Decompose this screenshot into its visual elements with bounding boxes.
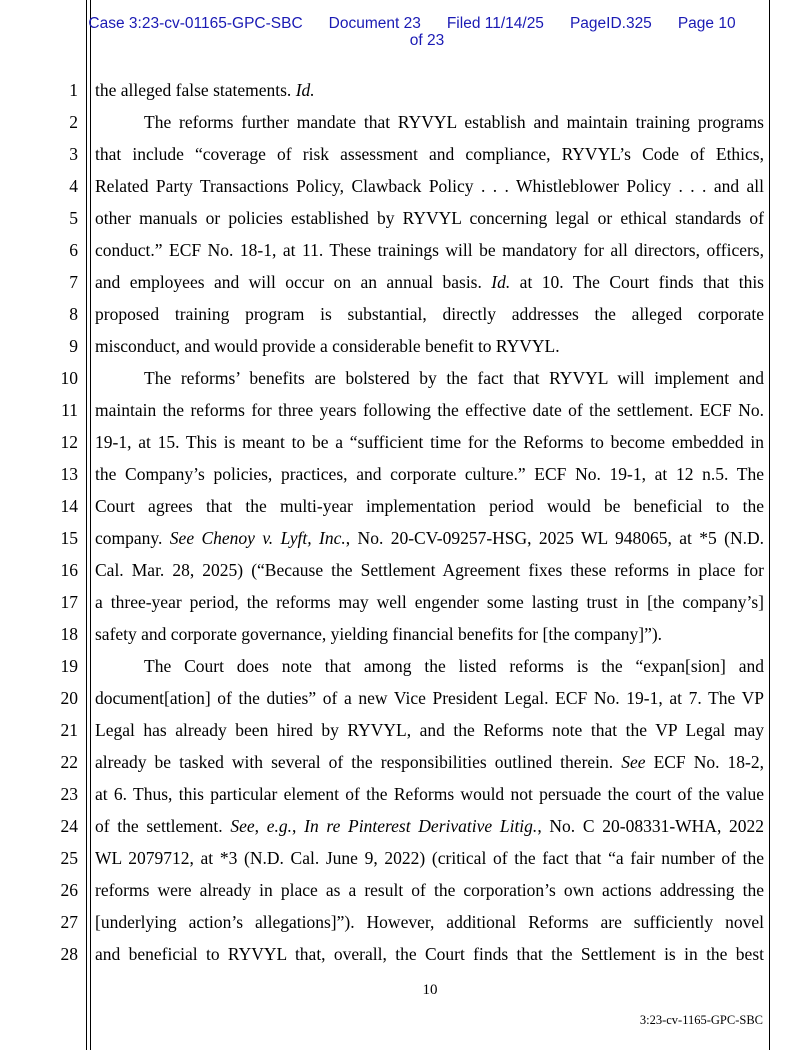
stamp-case: Case 3:23-cv-01165-GPC-SBC [88,15,303,32]
body-text-line [95,110,764,142]
italic-citation: Id. [491,272,511,292]
text-segment: and beneficial to RYVYL that, overall, the Court finds that the Settlement is in the best [95,944,764,964]
line-number: 28 [60,944,78,964]
footer-case-number: 3:23-cv-1165-GPC-SBC [639,1013,763,1027]
body-text-line [95,526,764,558]
text-segment: maintain the reforms for three years following the effective date of the settlement. ECF No. [95,400,764,420]
body-text-line [95,718,764,750]
body-text-line [95,78,764,110]
text-segment: Related Party Transactions Policy, Clawback Policy . . . Whistleblower Policy . . . and all [95,176,764,196]
stamp-page: Page 10 [677,15,736,32]
text-segment: and employees and will occur on an annual basis. [95,272,492,292]
line-number: 17 [60,592,78,612]
line-number: 1 [69,80,78,100]
body-text-line [95,878,764,910]
text-segment: conduct.” ECF No. 18-1, at 11. These trainings will be mandatory for all directors, officers, [95,240,764,260]
left-margin-rule-outer [86,0,87,1050]
text-segment: The Court does note that among the listed reforms is the “expan[sion] and [144,656,764,676]
body-text-line [95,686,764,718]
body-text-line [95,398,764,430]
body-text-line [95,814,764,846]
line-number: 8 [69,304,78,324]
line-number: 21 [60,720,78,740]
text-segment: at 10. The Court finds that this [510,272,764,292]
body-text-line [95,558,764,590]
body-text-line [95,622,764,654]
text-segment: , No. C 20-08331-WHA, 2022 [537,816,765,836]
italic-citation: Id. [295,80,315,100]
body-text-line [95,366,764,398]
line-number: 15 [60,528,78,548]
body-text-line [95,942,764,974]
text-segment: safety and corporate governance, yielding financial benefits for [the company]”). [95,624,663,644]
text-segment: Legal has already been hired by RYVYL, and the Reforms note that the VP Legal may [95,720,764,740]
text-segment: already be tasked with several of the responsibilities outlined therein. [95,752,622,772]
text-segment: reforms were already in place as a result of the corporation’s own actions addressing the [95,880,764,900]
ecf-header-stamp [82,15,742,49]
text-segment: the alleged false statements. [95,80,296,100]
text-segment: company. [95,528,170,548]
line-number: 24 [60,816,78,836]
text-segment: of the settlement. [95,816,231,836]
right-margin-rule [769,0,770,1050]
body-text-line [95,302,764,334]
body-text-line [95,590,764,622]
stamp-page-id: PageID.325 [569,15,652,32]
text-segment: 19-1, at 15. This is meant to be a “sufficient time for the Reforms to become embedded in [95,432,764,452]
line-number: 13 [60,464,78,484]
body-text-line [95,782,764,814]
text-segment: that include “coverage of risk assessment and compliance, RYVYL’s Code of Ethics, [95,144,764,164]
body-text-line [95,494,764,526]
line-number: 11 [61,400,78,420]
italic-citation: See [621,752,646,772]
line-number: 26 [60,880,78,900]
text-segment: proposed training program is substantial, directly addresses the alleged corporate [95,304,764,324]
page-number: 10 [422,982,438,998]
line-number: 22 [60,752,78,772]
line-number: 19 [60,656,78,676]
text-segment: other manuals or policies established by RYVYL concerning legal or ethical standards of [95,208,764,228]
body-text-line [95,206,764,238]
text-segment: , [292,816,305,836]
stamp-of-total: of 23 [409,32,445,49]
text-segment: misconduct, and would provide a considerable benefit to RYVYL. [95,336,560,356]
body-text-line [95,174,764,206]
text-segment: Cal. Mar. 28, 2025) (“Because the Settlement Agreement fixes these reforms in place for [95,560,764,580]
text-segment: at 6. Thus, this particular element of the Reforms would not persuade the court of the value [95,784,764,804]
text-segment: ECF No. 18-2, [645,752,765,772]
body-text-line [95,654,764,686]
line-number: 18 [60,624,78,644]
line-number: 3 [69,144,78,164]
line-number: 20 [60,688,78,708]
text-segment: , No. 20-CV-09257-HSG, 2025 WL 948065, at *5 (N.D. [345,528,765,548]
italic-citation: See Chenoy v. Lyft, Inc. [169,528,346,548]
text-segment: a three-year period, the reforms may well engender some lasting trust in [the company’s] [95,592,764,612]
text-segment: WL 2079712, at *3 (N.D. Cal. June 9, 2022) (critical of the fact that “a fair number of the [95,848,764,868]
stamp-filed: Filed 11/14/25 [446,15,544,32]
line-number: 23 [60,784,78,804]
text-segment: , [254,816,267,836]
line-number: 16 [60,560,78,580]
line-number: 2 [69,112,78,132]
body-text-line [95,910,764,942]
text-segment: [underlying action’s allegations]”). However, additional Reforms are sufficiently novel [95,912,764,932]
text-segment: The reforms’ benefits are bolstered by the fact that RYVYL will implement and [144,368,764,388]
body-text-line [95,142,764,174]
left-margin-rule-inner [90,0,91,1050]
line-number: 14 [60,496,78,516]
line-number: 6 [69,240,78,260]
italic-citation: See [230,816,255,836]
italic-citation: In re Pinterest Derivative Litig. [304,816,538,836]
pleading-line-numbers [50,78,78,974]
text-segment: the Company’s policies, practices, and corporate culture.” ECF No. 19-1, at 12 n.5. The [95,464,764,484]
body-text-line [95,334,764,366]
text-segment: document[ation] of the duties” of a new Vice President Legal. ECF No. 19-1, at 7. The VP [95,688,764,708]
body-text-line [95,270,764,302]
text-segment: Court agrees that the multi-year implementation period would be beneficial to the [95,496,764,516]
line-number: 9 [69,336,78,356]
document-body [95,78,764,974]
italic-citation: e.g. [266,816,293,836]
text-segment: The reforms further mandate that RYVYL establish and maintain training programs [144,112,764,132]
line-number: 25 [60,848,78,868]
body-text-line [95,238,764,270]
body-text-line [95,846,764,878]
line-number: 27 [60,912,78,932]
stamp-document: Document 23 [328,15,421,32]
body-text-line [95,750,764,782]
line-number: 5 [69,208,78,228]
line-number: 10 [60,368,78,388]
line-number: 12 [60,432,78,452]
line-number: 7 [69,272,78,292]
line-number: 4 [69,176,78,196]
body-text-line [95,462,764,494]
body-text-line [95,430,764,462]
